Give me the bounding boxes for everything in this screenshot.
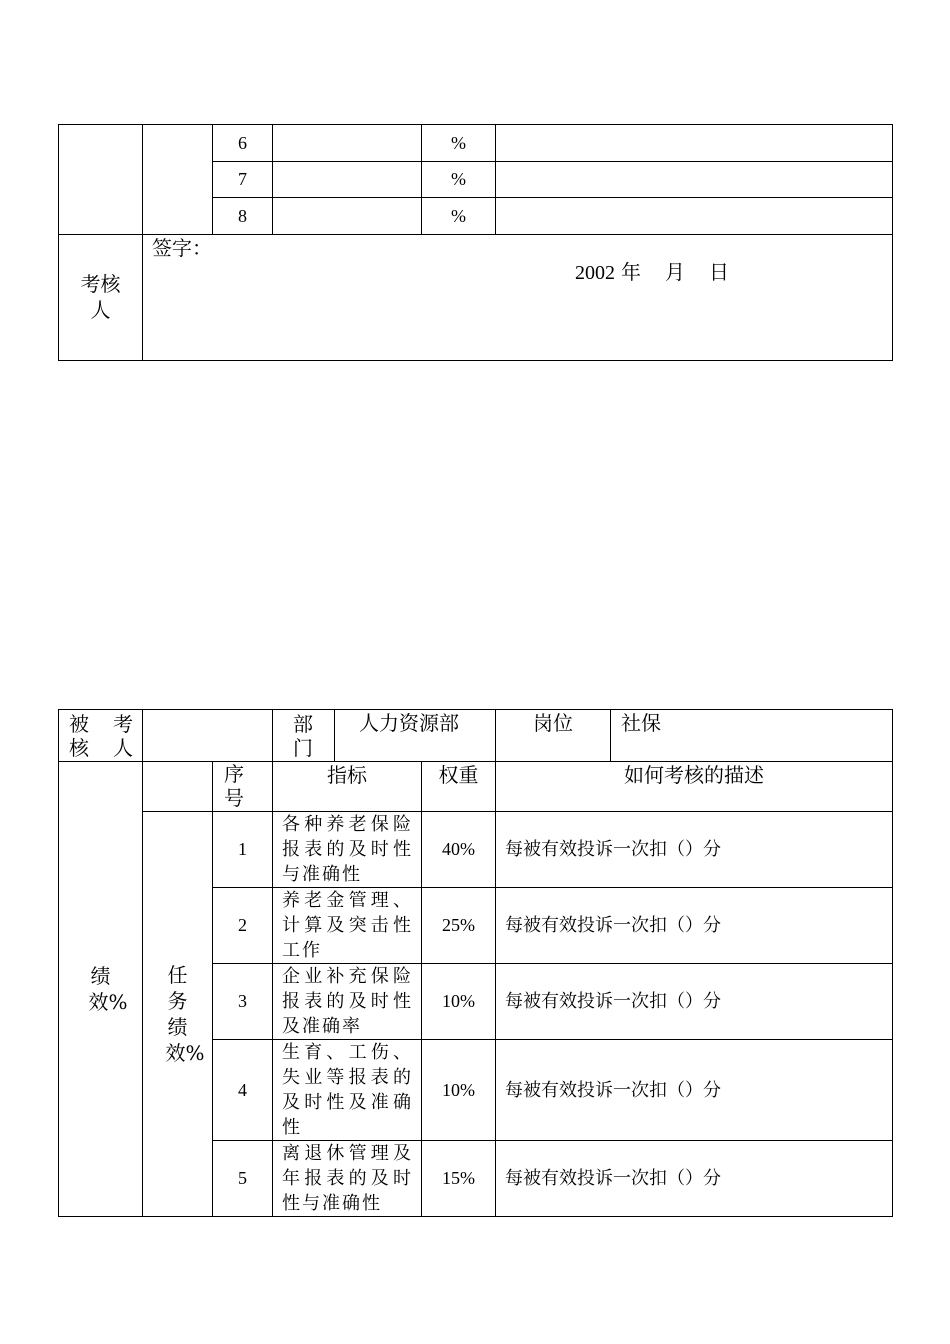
column-header-row bbox=[59, 762, 893, 812]
indicator-cell bbox=[273, 162, 422, 198]
performance-table bbox=[58, 709, 893, 1217]
post-label: 岗位 bbox=[533, 711, 573, 735]
dept-value: 人力资源部 bbox=[359, 711, 459, 735]
perf-label: 绩效% bbox=[88, 964, 128, 1014]
weight-cell: % bbox=[422, 198, 496, 235]
table-row bbox=[59, 125, 893, 162]
weight-cell: % bbox=[422, 162, 496, 198]
table-row bbox=[59, 812, 893, 888]
seq-cell: 4 bbox=[213, 1040, 273, 1141]
weight-header-cell bbox=[422, 762, 496, 812]
assessee-value-cell bbox=[143, 710, 273, 762]
description-cell: 每被有效投诉一次扣（）分 bbox=[496, 964, 893, 1040]
indicator-cell: 生育、工伤、失业等报表的及时性及准确性 bbox=[273, 1040, 422, 1141]
indicator-cell: 养老金管理、计算及突击性工作 bbox=[273, 888, 422, 964]
description-cell: 每被有效投诉一次扣（）分 bbox=[496, 888, 893, 964]
seq-cell: 7 bbox=[213, 162, 273, 198]
signature-cell bbox=[143, 235, 893, 361]
seq-cell: 2 bbox=[213, 888, 273, 964]
empty-cell bbox=[143, 125, 213, 235]
seq-cell: 3 bbox=[213, 964, 273, 1040]
task-perf-label: 任务绩效% bbox=[165, 963, 205, 1065]
assessor-label-cell bbox=[59, 235, 143, 361]
indicator-cell: 各种养老保险报表的及时性与准确性 bbox=[273, 812, 422, 888]
empty-cell bbox=[143, 762, 213, 812]
dept-label-cell bbox=[273, 710, 335, 762]
indicator-cell bbox=[273, 198, 422, 235]
assessee-label: 被 考核人 bbox=[69, 712, 133, 760]
post-value-cell bbox=[611, 710, 893, 762]
indicator-cell: 企业补充保险报表的及时性及准确率 bbox=[273, 964, 422, 1040]
date-month-unit: 月 bbox=[665, 262, 685, 284]
seq-header: 序号 bbox=[224, 762, 244, 810]
empty-cell bbox=[59, 125, 143, 235]
description-cell bbox=[496, 125, 893, 162]
weight-cell: 25% bbox=[422, 888, 496, 964]
signature-label: 签字： bbox=[152, 236, 212, 260]
seq-cell: 8 bbox=[213, 198, 273, 235]
weight-cell: % bbox=[422, 125, 496, 162]
description-cell bbox=[496, 162, 893, 198]
assessee-label-cell bbox=[59, 710, 143, 762]
date-year-unit: 年 bbox=[621, 262, 641, 284]
seq-cell: 1 bbox=[213, 812, 273, 888]
description-cell: 每被有效投诉一次扣（）分 bbox=[496, 1040, 893, 1141]
description-cell bbox=[496, 198, 893, 235]
description-header-cell bbox=[496, 762, 893, 812]
post-value: 社保 bbox=[621, 711, 661, 735]
seq-cell: 5 bbox=[213, 1141, 273, 1217]
weight-cell: 10% bbox=[422, 964, 496, 1040]
indicator-header-cell bbox=[273, 762, 422, 812]
description-cell: 每被有效投诉一次扣（）分 bbox=[496, 1141, 893, 1217]
description-cell: 每被有效投诉一次扣（）分 bbox=[496, 812, 893, 888]
weight-cell: 40% bbox=[422, 812, 496, 888]
seq-cell: 6 bbox=[213, 125, 273, 162]
weight-header: 权重 bbox=[438, 763, 479, 787]
task-perf-label-cell bbox=[143, 812, 213, 1217]
top-table bbox=[58, 124, 893, 361]
description-header: 如何考核的描述 bbox=[624, 763, 764, 787]
signature-row bbox=[59, 235, 893, 361]
weight-cell: 15% bbox=[422, 1141, 496, 1217]
dept-value-cell bbox=[335, 710, 496, 762]
indicator-header: 指标 bbox=[327, 763, 367, 787]
date-day-unit: 日 bbox=[709, 262, 729, 284]
indicator-cell: 离退休管理及年报表的及时性与准确性 bbox=[273, 1141, 422, 1217]
signature-date bbox=[575, 261, 735, 286]
weight-cell: 10% bbox=[422, 1040, 496, 1141]
assessor-label: 考核人 bbox=[80, 272, 121, 322]
post-label-cell bbox=[496, 710, 611, 762]
perf-label-cell bbox=[59, 762, 143, 1217]
indicator-cell bbox=[273, 125, 422, 162]
dept-label: 部门 bbox=[293, 712, 313, 760]
date-year: 2002 bbox=[575, 262, 615, 284]
seq-header-cell bbox=[213, 762, 273, 812]
header-row bbox=[59, 710, 893, 762]
